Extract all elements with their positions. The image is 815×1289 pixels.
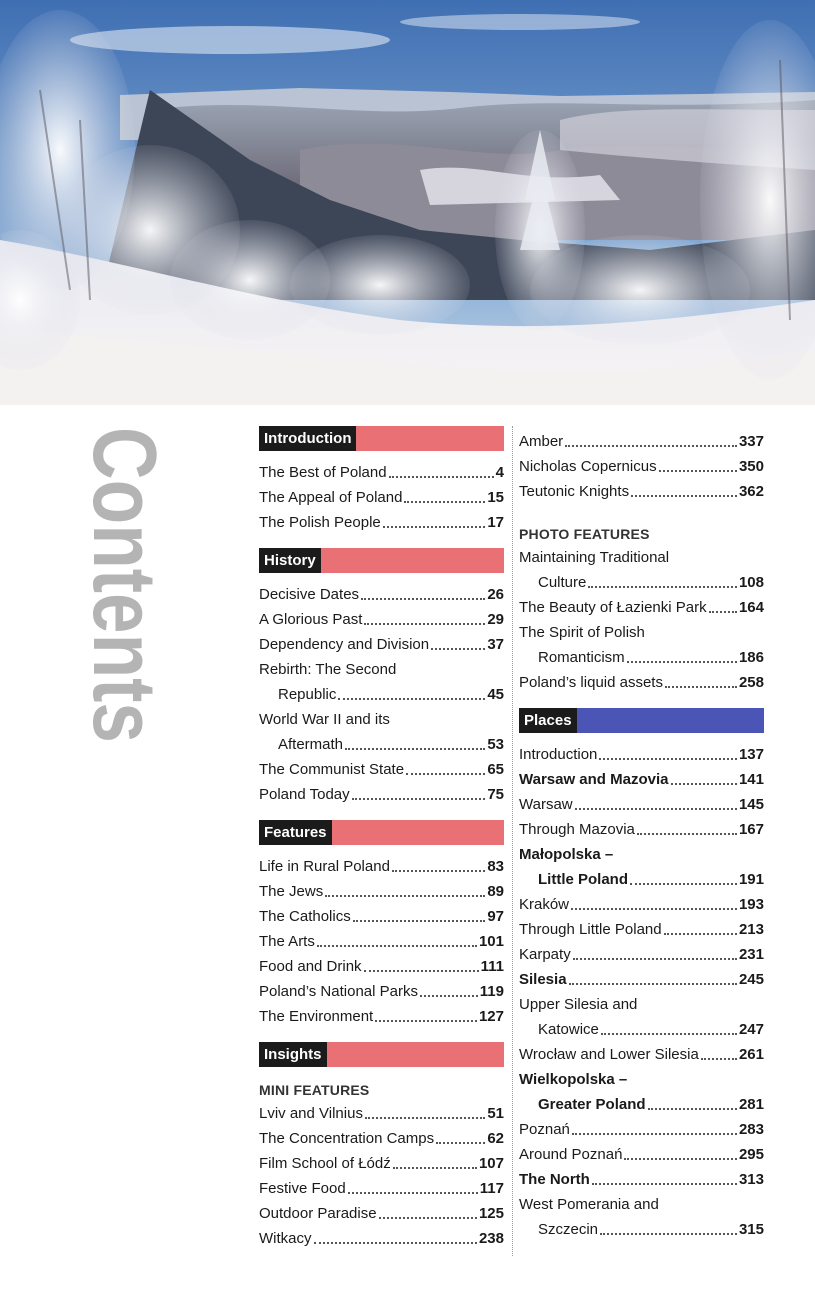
- section-label: Places: [519, 708, 577, 733]
- toc-entry[interactable]: Silesia 245: [519, 971, 764, 988]
- toc-entry[interactable]: Lviv and Vilnius 51: [259, 1105, 504, 1122]
- toc-entry[interactable]: Life in Rural Poland 83: [259, 858, 504, 875]
- winter-landscape-image: [0, 0, 815, 405]
- toc-entry[interactable]: The Appeal of Poland 15: [259, 489, 504, 506]
- toc-entry[interactable]: Warsaw and Mazovia 141: [519, 771, 764, 788]
- toc-entry-line2[interactable]: Culture 108: [538, 574, 764, 591]
- toc-entry[interactable]: The Catholics 97: [259, 908, 504, 925]
- toc-entry[interactable]: Decisive Dates 26: [259, 586, 504, 603]
- section-features-header: [259, 820, 504, 845]
- hero-photo: [0, 0, 815, 405]
- right-column: [519, 426, 764, 1239]
- section-history-header: [259, 548, 504, 573]
- toc-entry-line1[interactable]: West Pomerania and: [519, 1196, 659, 1213]
- toc-entry[interactable]: The Arts 101: [259, 933, 504, 950]
- toc-entry[interactable]: Kraków 193: [519, 896, 764, 913]
- toc-entry[interactable]: The Beauty of Łazienki Park 164: [519, 599, 764, 616]
- section-label: Insights: [259, 1042, 327, 1067]
- toc-entry[interactable]: Food and Drink 111: [259, 958, 504, 975]
- toc-entry[interactable]: Through Mazovia 167: [519, 821, 764, 838]
- toc-entry[interactable]: The Best of Poland 4: [259, 464, 504, 481]
- section-introduction-header: [259, 426, 504, 451]
- toc-entry-line1[interactable]: Upper Silesia and: [519, 996, 638, 1013]
- toc-entry-line2[interactable]: Romanticism 186: [538, 649, 764, 666]
- toc-entry[interactable]: The Concentration Camps 62: [259, 1130, 504, 1147]
- toc-entry[interactable]: The Polish People 17: [259, 514, 504, 531]
- toc-entry-line1[interactable]: Wielkopolska –: [519, 1071, 628, 1088]
- toc-entry[interactable]: Witkacy 238: [259, 1230, 504, 1247]
- toc-entry-line2[interactable]: Greater Poland 281: [538, 1096, 764, 1113]
- toc-entry[interactable]: The Environment 127: [259, 1008, 504, 1025]
- toc-entry-line2[interactable]: Katowice 247: [538, 1021, 764, 1038]
- left-column: [259, 426, 504, 1248]
- section-bar: [321, 548, 504, 573]
- toc-entry-line2[interactable]: Szczecin 315: [538, 1221, 764, 1238]
- section-bar: [577, 708, 764, 733]
- section-insights-header: [259, 1042, 504, 1067]
- section-bar: [327, 1042, 504, 1067]
- section-bar: [356, 426, 504, 451]
- toc-entry[interactable]: Festive Food 117: [259, 1180, 504, 1197]
- section-label: Introduction: [259, 426, 356, 451]
- photo-features-subheading: PHOTO FEATURES: [519, 526, 650, 542]
- toc-entry[interactable]: Poznań 283: [519, 1121, 764, 1138]
- mini-features-subheading: MINI FEATURES: [259, 1082, 370, 1098]
- contents-title: [74, 425, 200, 817]
- toc-entry-line1[interactable]: Małopolska –: [519, 846, 614, 863]
- toc-entry[interactable]: Poland Today 75: [259, 786, 504, 803]
- section-label: History: [259, 548, 321, 573]
- toc-entry-line1[interactable]: Rebirth: The Second: [259, 661, 397, 678]
- toc-entry[interactable]: Through Little Poland 213: [519, 921, 764, 938]
- toc-entry-line1[interactable]: Maintaining Traditional: [519, 549, 670, 566]
- toc-entry[interactable]: Warsaw 145: [519, 796, 764, 813]
- section-bar: [332, 820, 504, 845]
- toc-entry[interactable]: Introduction 137: [519, 746, 764, 763]
- toc-entry[interactable]: Poland’s National Parks 119: [259, 983, 504, 1000]
- toc-entry[interactable]: Dependency and Division 37: [259, 636, 504, 653]
- toc-entry-line2[interactable]: Little Poland 191: [538, 871, 764, 888]
- toc-entry-line1[interactable]: World War II and its: [259, 711, 390, 728]
- toc-entry-line2[interactable]: Republic 45: [278, 686, 504, 703]
- toc-entry[interactable]: Teutonic Knights 362: [519, 483, 764, 500]
- toc-entry[interactable]: A Glorious Past 29: [259, 611, 504, 628]
- toc-entry-line1[interactable]: The Spirit of Polish: [519, 624, 645, 641]
- toc-entry[interactable]: Amber 337: [519, 433, 764, 450]
- toc-entry[interactable]: Film School of Łódź 107: [259, 1155, 504, 1172]
- toc-entry[interactable]: Poland’s liquid assets 258: [519, 674, 764, 691]
- toc-entry-line2[interactable]: Aftermath 53: [278, 736, 504, 753]
- toc-entry[interactable]: The North 313: [519, 1171, 764, 1188]
- toc-entry[interactable]: The Communist State 65: [259, 761, 504, 778]
- toc-entry[interactable]: Outdoor Paradise 125: [259, 1205, 504, 1222]
- toc-entry[interactable]: Nicholas Copernicus 350: [519, 458, 764, 475]
- section-label: Features: [259, 820, 332, 845]
- toc-entry[interactable]: The Jews 89: [259, 883, 504, 900]
- toc-entry[interactable]: Around Poznań 295: [519, 1146, 764, 1163]
- contents-title-text: Contents: [74, 427, 175, 817]
- section-places-header: [519, 708, 764, 733]
- toc-entry[interactable]: Karpaty 231: [519, 946, 764, 963]
- column-divider: [512, 426, 513, 1256]
- toc-entry[interactable]: Wrocław and Lower Silesia 261: [519, 1046, 764, 1063]
